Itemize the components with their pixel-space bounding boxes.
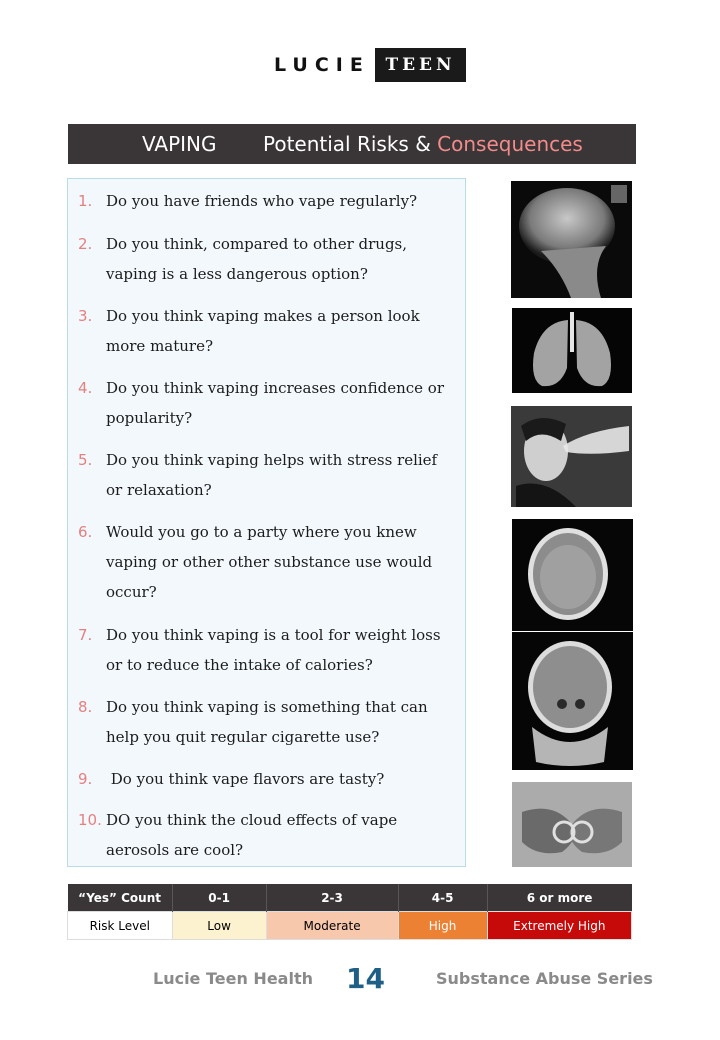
footer-brand: Lucie Teen Health (153, 969, 313, 988)
risk-header-0-1: 0-1 (172, 884, 266, 912)
title-consequences: Consequences (437, 132, 583, 156)
question-number: 8. (78, 698, 93, 716)
handcuffed-hands-image (512, 782, 632, 867)
risk-table-header-row (68, 884, 632, 912)
brain-ct-axial-graphic (512, 519, 633, 631)
question-text (106, 692, 456, 752)
question-number: 4. (78, 379, 93, 397)
handcuffed-hands-graphic (512, 782, 632, 867)
risk-cell-moderate: Moderate (266, 912, 398, 940)
page-number: 14 (346, 962, 385, 995)
question-text-line: Do you think vaping increases confidence or (106, 379, 444, 397)
question-text-line: Do you think vape flavors are tasty? (106, 770, 385, 788)
risk-cell-label: Risk Level (68, 912, 173, 940)
question-number: 2. (78, 235, 93, 253)
brain-ct-axial-image (512, 519, 633, 631)
question-text-line: DO you think the cloud effects of vape (106, 811, 398, 829)
title-bar (68, 124, 636, 164)
question-text-line: help you quit regular cigarette use? (106, 728, 380, 746)
question-text-line: Do you think vaping makes a person look (106, 307, 420, 325)
question-number: 3. (78, 307, 93, 325)
title-risks (263, 132, 583, 156)
risk-header-yes-count: “Yes” Count (68, 884, 173, 912)
risk-table (67, 884, 632, 940)
question-text-line: more mature? (106, 337, 214, 355)
footer (0, 960, 720, 1000)
question-text-line: Do you have friends who vape regularly? (106, 192, 418, 210)
question-text-line: Do you think vaping is something that can (106, 698, 428, 716)
question-text (106, 764, 456, 794)
question-text-line: Would you go to a party where you knew (106, 523, 417, 541)
question-text (106, 229, 456, 289)
question-number: 9. (78, 770, 93, 788)
question-text-line: or relaxation? (106, 481, 212, 499)
title-vaping: VAPING (142, 132, 217, 156)
risk-cell-extremely-high: Extremely High (487, 912, 631, 940)
risk-cell-low: Low (172, 912, 266, 940)
risk-header-4-5: 4-5 (398, 884, 487, 912)
title-risks-main: Potential Risks & (263, 132, 438, 156)
question-number: 5. (78, 451, 93, 469)
person-exhaling-vapor-graphic (511, 406, 632, 507)
question-text-line: Do you think vaping is a tool for weight loss (106, 626, 441, 644)
risk-header-6-or-more: 6 or more (487, 884, 631, 912)
question-text-line: popularity? (106, 409, 193, 427)
logo-teen-badge: TEEN (375, 48, 466, 82)
question-number: 1. (78, 192, 93, 210)
question-number: 7. (78, 626, 93, 644)
question-text-line: or to reduce the intake of calories? (106, 656, 373, 674)
question-text-line: vaping is a less dangerous option? (106, 265, 368, 283)
risk-header-2-3: 2-3 (266, 884, 398, 912)
question-text-line: aerosols are cool? (106, 841, 244, 859)
question-text (106, 517, 456, 607)
brain-ct-coronal-image (512, 632, 633, 770)
risk-cell-high: High (398, 912, 487, 940)
question-text (106, 620, 456, 680)
logo-lucie-text: LUCIE (274, 54, 370, 76)
lungs-xray-graphic (512, 308, 632, 393)
question-text-line: occur? (106, 583, 157, 601)
risk-table-level-row (68, 912, 632, 940)
mri-head-sagittal-graphic (511, 181, 632, 298)
question-text-line: Do you think vaping helps with stress relief (106, 451, 438, 469)
question-text (106, 301, 456, 361)
question-number: 6. (78, 523, 93, 541)
question-number: 10. (78, 811, 102, 829)
brain-ct-coronal-graphic (512, 632, 633, 770)
question-text (106, 373, 456, 433)
question-text-line: vaping or other other substance use would (106, 553, 433, 571)
question-text (106, 805, 456, 865)
logo (0, 48, 720, 82)
question-text-line: Do you think, compared to other drugs, (106, 235, 408, 253)
question-text (106, 186, 456, 216)
questions-panel (67, 178, 466, 867)
footer-series: Substance Abuse Series (436, 969, 653, 988)
mri-head-sagittal-image (511, 181, 632, 298)
person-exhaling-vapor-image (511, 406, 632, 507)
question-text (106, 445, 456, 505)
lungs-xray-image (512, 308, 632, 393)
